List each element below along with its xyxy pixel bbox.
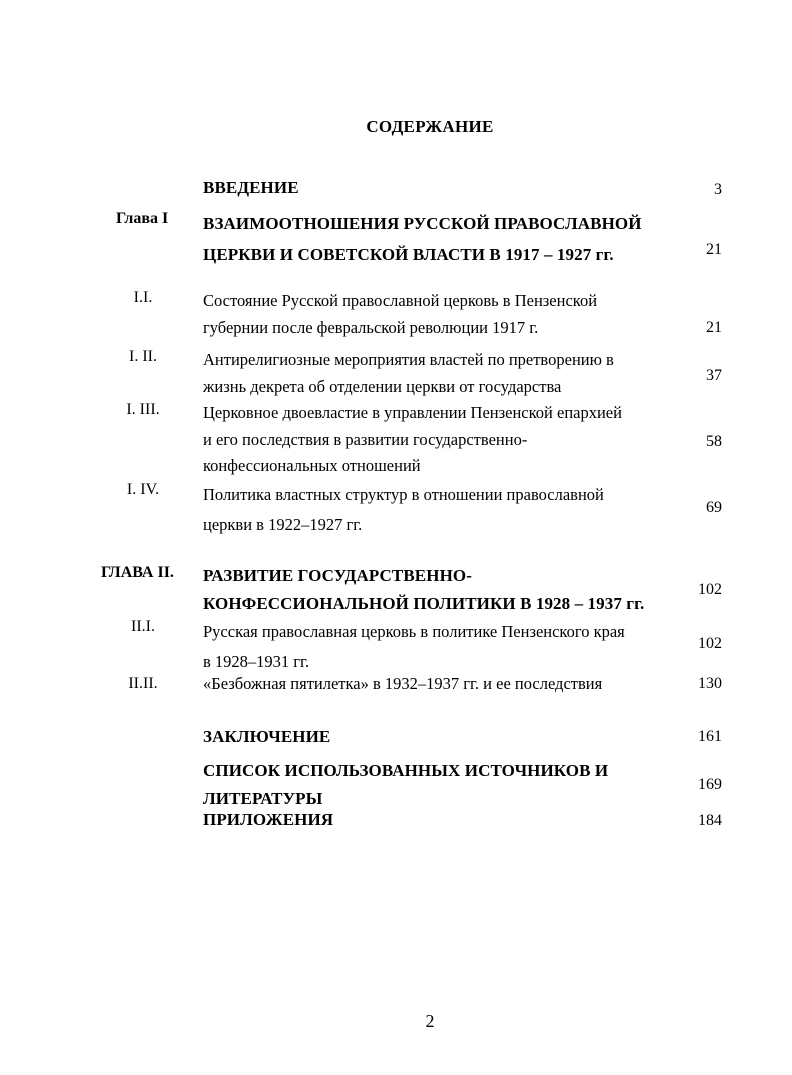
toc-entry-line: Политика властных структур в отношении православной: [203, 485, 604, 504]
toc-entry-line: Церковное двоевластие в управлении Пензенской епархией: [203, 403, 622, 422]
toc-section-label: I. IV.: [126, 481, 160, 498]
toc-page-number: 21: [706, 319, 722, 336]
toc-entry-intro: [203, 178, 681, 198]
page-title: СОДЕРЖАНИЕ: [366, 117, 494, 136]
toc-entry-conclusion: [203, 727, 681, 747]
toc-page-number: 58: [706, 433, 722, 450]
toc-entry-chapter-2: [203, 562, 681, 618]
toc-entry-line: ПРИЛОЖЕНИЯ: [203, 810, 334, 829]
toc-page-number: 184: [698, 812, 722, 829]
toc-entry-line: жизнь декрета об отделении церкви от государства: [203, 377, 562, 396]
toc-entry-line: в 1928–1931 гг.: [203, 652, 310, 671]
toc-page-number: 3: [714, 181, 722, 198]
toc-entry-line: ЗАКЛЮЧЕНИЕ: [203, 727, 331, 746]
toc-page-number: 37: [706, 367, 722, 384]
toc-entry-section: [203, 674, 681, 694]
toc-entry-section: [203, 346, 681, 400]
toc-page-number: 169: [698, 776, 722, 793]
toc-page-number: 102: [698, 581, 722, 598]
toc-entry-chapter-1: [203, 208, 681, 270]
toc-page-number: 161: [698, 728, 722, 745]
toc-entry-line: Русская православная церковь в политике Пензенского края: [203, 622, 625, 641]
toc-entry-section: [203, 287, 681, 341]
toc-entry-section: [203, 480, 681, 540]
toc-entry-line: КОНФЕССИОНАЛЬНОЙ ПОЛИТИКИ В 1928 – 1937 гг.: [203, 594, 645, 613]
toc-entry-section: [203, 400, 681, 480]
toc-entry-bibliography: [203, 757, 681, 813]
toc-page-number: 130: [698, 675, 722, 692]
toc-entry-line: церкви в 1922–1927 гг.: [203, 515, 363, 534]
toc-entry-line: «Безбожная пятилетка» в 1932–1937 гг. и ее последствия: [203, 674, 603, 693]
page-number: 2: [425, 1011, 435, 1031]
toc-page-number: 21: [706, 241, 722, 258]
toc-entry-line: конфессиональных отношений: [203, 456, 421, 475]
toc-entry-line: и его последствия в развитии государственно-: [203, 429, 528, 449]
toc-entry-text: ВВЕДЕНИЕ: [203, 178, 299, 197]
toc-section-label: II.I.: [131, 618, 155, 635]
toc-entry-line: ЛИТЕРАТУРЫ: [203, 789, 323, 808]
toc-page-number: 69: [706, 499, 722, 516]
toc-section-label: I. II.: [129, 348, 157, 365]
toc-entry-line: РАЗВИТИЕ ГОСУДАРСТВЕННО-: [203, 566, 472, 585]
toc-page-number: 102: [698, 635, 722, 652]
toc-entry-appendices: [203, 810, 681, 830]
toc-entry-line: ЦЕРКВИ И СОВЕТСКОЙ ВЛАСТИ В 1917 – 1927 гг.: [203, 245, 614, 264]
toc-chapter-label: Глава I: [116, 210, 169, 227]
toc-entry-line: Антирелигиозные мероприятия властей по претворению в: [203, 350, 614, 369]
toc-entry-line: СПИСОК ИСПОЛЬЗОВАННЫХ ИСТОЧНИКОВ И: [203, 761, 609, 780]
toc-section-label: I.I.: [133, 289, 153, 306]
toc-section-label: I. III.: [126, 401, 160, 418]
toc-entry-section: [203, 617, 681, 677]
toc-entry-line: ВЗАИМООТНОШЕНИЯ РУССКОЙ ПРАВОСЛАВНОЙ: [203, 214, 642, 233]
toc-entry-line: губернии после февральской революции 1917 г.: [203, 318, 539, 337]
toc-entry-line: Состояние Русской православной церковь в Пензенской: [203, 291, 598, 310]
toc-chapter-label: ГЛАВА II.: [101, 564, 174, 581]
toc-section-label: II.II.: [128, 675, 158, 692]
